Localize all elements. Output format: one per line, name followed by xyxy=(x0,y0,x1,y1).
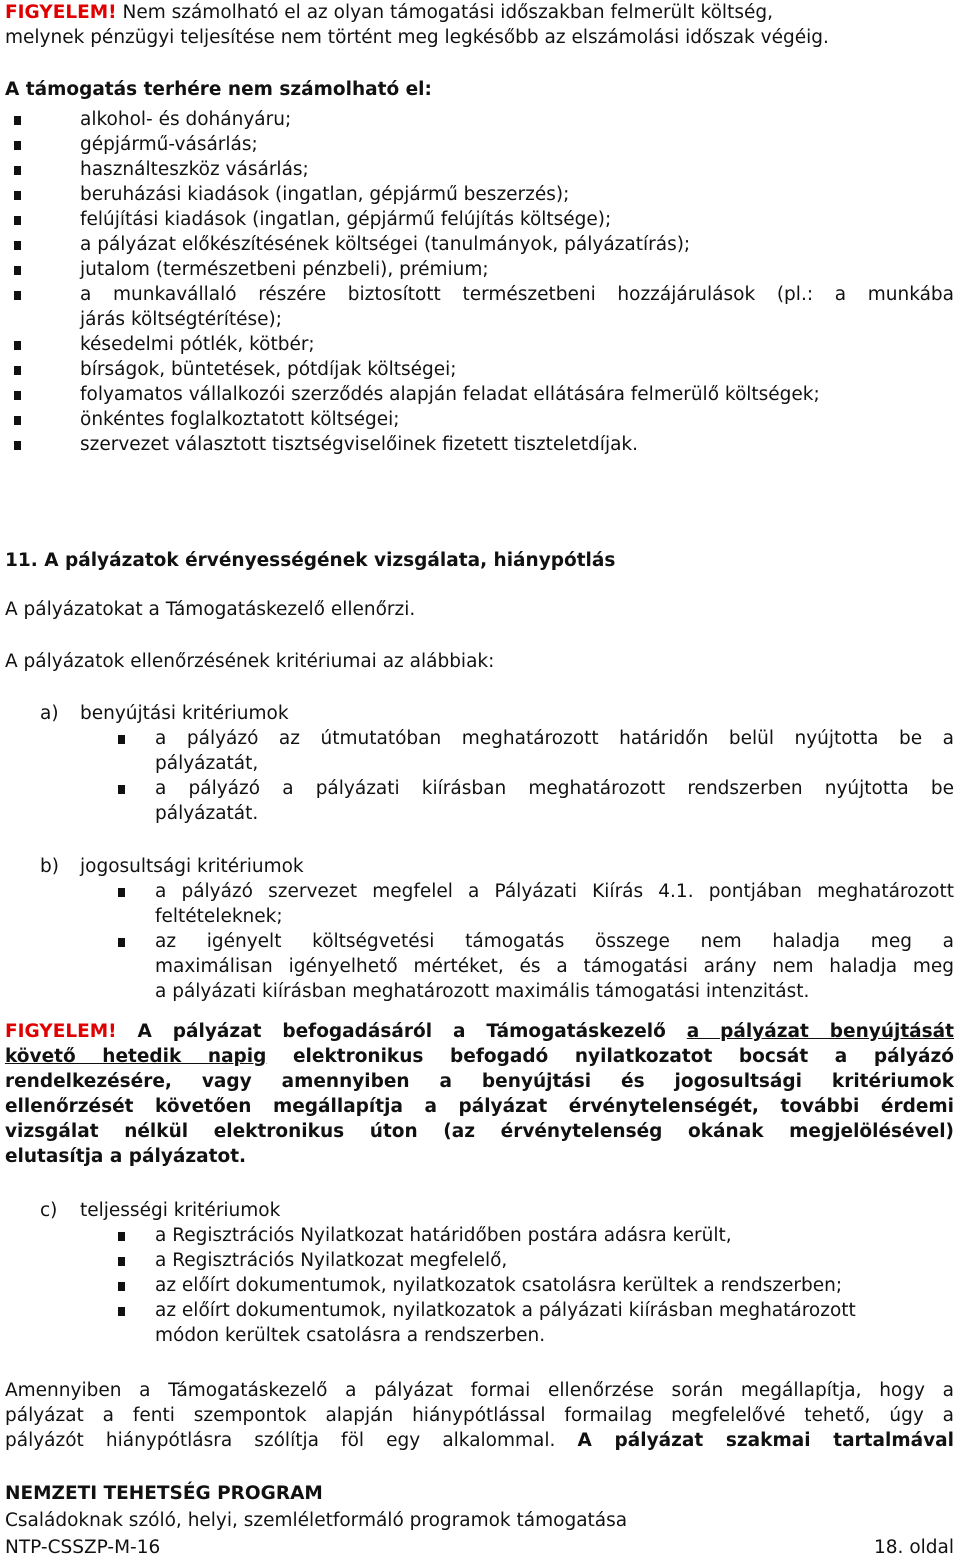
bullet-square-icon xyxy=(118,785,125,794)
warning-label: FIGYELEM! xyxy=(5,2,117,23)
bullet-square-icon xyxy=(14,241,21,250)
warning-paragraph-2: FIGYELEM! A pályázat befogadásáról a Támogatáskezelő a pályázat benyújtását követő hetedik napig elektronikus befogadó nyilatkozatot bocsát a pályázó rendelkezésére, vagy amennyiben a benyújtási és jogosultsági kritériumok ellenőrzését követően megállapítja a pályázat érvénytelenségét, további érdemi vizsgálat nélkül elektronikus úton (az érvénytelenség okának megjelölésével) elutasítja a pályázatot. xyxy=(5,1021,954,1167)
list-item-continuation: pályázatát. xyxy=(155,803,259,824)
list-item-continuation: feltételeknek; xyxy=(155,906,283,927)
criteria-letter: b) xyxy=(40,856,59,877)
bullet-square-icon xyxy=(14,116,21,125)
criteria-label: jogosultsági kritériumok xyxy=(80,856,304,877)
bullet-square-icon xyxy=(118,1307,125,1316)
list-item: használteszköz vásárlás; xyxy=(5,157,954,182)
page-footer xyxy=(5,1480,954,1561)
list-item: az előírt dokumentumok, nyilatkozatok a pályázati kiírásban meghatározott xyxy=(5,1298,954,1323)
warning-label: FIGYELEM! xyxy=(5,1021,117,1042)
bullet-square-icon xyxy=(118,1257,125,1266)
criteria-letter: c) xyxy=(40,1200,58,1221)
bullet-square-icon xyxy=(14,141,21,150)
list-item: bírságok, büntetések, pótdíjak költségei; xyxy=(5,357,954,382)
list-item-continuation: pályázatát, xyxy=(155,753,259,774)
list-item: gépjármű-vásárlás; xyxy=(5,132,954,157)
section-title: 11. A pályázatok érvényességének vizsgálata, hiánypótlás xyxy=(5,550,616,571)
bullet-square-icon xyxy=(14,391,21,400)
list-item: a Regisztrációs Nyilatkozat megfelelő, xyxy=(5,1248,954,1273)
bullet-square-icon xyxy=(118,938,125,947)
list-item: az igényelt költségvetési támogatás összege nem haladja meg a xyxy=(5,929,954,954)
not-eligible-section xyxy=(5,77,954,102)
bullet-square-icon xyxy=(14,266,21,275)
bullet-square-icon xyxy=(14,341,21,350)
list-item: a pályázó az útmutatóban meghatározott határidőn belül nyújtotta be a xyxy=(5,726,954,751)
criteria-letter: a) xyxy=(40,703,59,724)
bullet-square-icon xyxy=(14,441,21,450)
bullet-square-icon xyxy=(118,888,125,897)
final-paragraph: Amennyiben a Támogatáskezelő a pályázat formai ellenőrzése során megállapítja, hogy a pályázat a fenti szempontok alapján hiánypótlással formailag megfelelővé tehető, úgy a pályázót hiánypótlásra szólítja föl egy alkalommal. A pályázat szakmai tartalmával xyxy=(5,1380,954,1451)
criteria-c xyxy=(5,1198,954,1348)
bullet-square-icon xyxy=(118,1282,125,1291)
warning-text-line-1: Nem számolható el az olyan támogatási időszakban felmerült költség, xyxy=(116,2,773,23)
list-item: a Regisztrációs Nyilatkozat határidőben postára adásra került, xyxy=(5,1223,954,1248)
footer-code: NTP-CSSZP-M-16 xyxy=(5,1537,161,1558)
list-item-continuation: járás költségtérítése); xyxy=(80,309,282,330)
list-item: a pályázó szervezet megfelel a Pályázati Kiírás 4.1. pontjában meghatározott xyxy=(5,879,954,904)
section-paragraph-2: A pályázatok ellenőrzésének kritériumai az alábbiak: xyxy=(5,651,495,672)
not-eligible-heading: A támogatás terhére nem számolható el: xyxy=(5,79,432,100)
criteria-label: benyújtási kritériumok xyxy=(80,703,289,724)
list-item: beruházási kiadások (ingatlan, gépjármű beszerzés); xyxy=(5,182,954,207)
bullet-square-icon xyxy=(118,735,125,744)
footer-program: NEMZETI TEHETSÉG PROGRAM xyxy=(5,1483,323,1504)
criteria-b xyxy=(5,854,954,1004)
list-item: önkéntes foglalkoztatott költségei; xyxy=(5,407,954,432)
underlined-deadline: a pályázat benyújtását xyxy=(686,1021,954,1042)
warning-paragraph-1 xyxy=(5,0,954,50)
warning-text-line-2: melynek pénzügyi teljesítése nem történt meg legkésőbb az elszámolási időszak végéig. xyxy=(5,27,829,48)
list-item: alkohol- és dohányáru; xyxy=(5,107,954,132)
list-item: felújítási kiadások (ingatlan, gépjármű felújítás költsége); xyxy=(5,207,954,232)
list-item: késedelmi pótlék, kötbér; xyxy=(5,332,954,357)
list-item: a munkavállaló részére biztosított természetbeni hozzájárulások (pl.: a munkába xyxy=(5,282,954,307)
bullet-square-icon xyxy=(14,166,21,175)
bullet-square-icon xyxy=(14,191,21,200)
list-item: a pályázat előkészítésének költségei (tanulmányok, pályázatírás); xyxy=(5,232,954,257)
bullet-square-icon xyxy=(14,291,21,300)
criteria-label: teljességi kritériumok xyxy=(80,1200,281,1221)
page-number: 18. oldal xyxy=(874,1537,954,1558)
list-item: az előírt dokumentumok, nyilatkozatok csatolásra kerültek a rendszerben; xyxy=(5,1273,954,1298)
list-item-continuation: maximálisan igényelhető mértéket, és a támogatási arány nem haladja meg xyxy=(155,956,954,977)
bullet-square-icon xyxy=(14,216,21,225)
underlined-deadline: követő hetedik napig xyxy=(5,1046,267,1067)
list-item: szervezet választott tisztségviselőinek fizetett tiszteletdíjak. xyxy=(5,432,954,457)
section-11 xyxy=(5,548,954,573)
bullet-square-icon xyxy=(14,366,21,375)
criteria-a xyxy=(5,701,954,826)
not-eligible-list xyxy=(5,107,954,457)
footer-subtitle: Családoknak szóló, helyi, szemléletformáló programok támogatása xyxy=(5,1510,628,1531)
bullet-square-icon xyxy=(14,416,21,425)
list-item: a pályázó a pályázati kiírásban meghatározott rendszerben nyújtotta be xyxy=(5,776,954,801)
list-item: jutalom (természetbeni pénzbeli), prémium; xyxy=(5,257,954,282)
section-paragraph-1: A pályázatokat a Támogatáskezelő ellenőrzi. xyxy=(5,599,416,620)
list-item-continuation: módon kerültek csatolásra a rendszerben. xyxy=(155,1325,546,1346)
list-item-continuation: a pályázati kiírásban meghatározott maximális támogatási intenzitást. xyxy=(155,981,810,1002)
bullet-square-icon xyxy=(118,1232,125,1241)
list-item: folyamatos vállalkozói szerződés alapján feladat ellátására felmerülő költségek; xyxy=(5,382,954,407)
